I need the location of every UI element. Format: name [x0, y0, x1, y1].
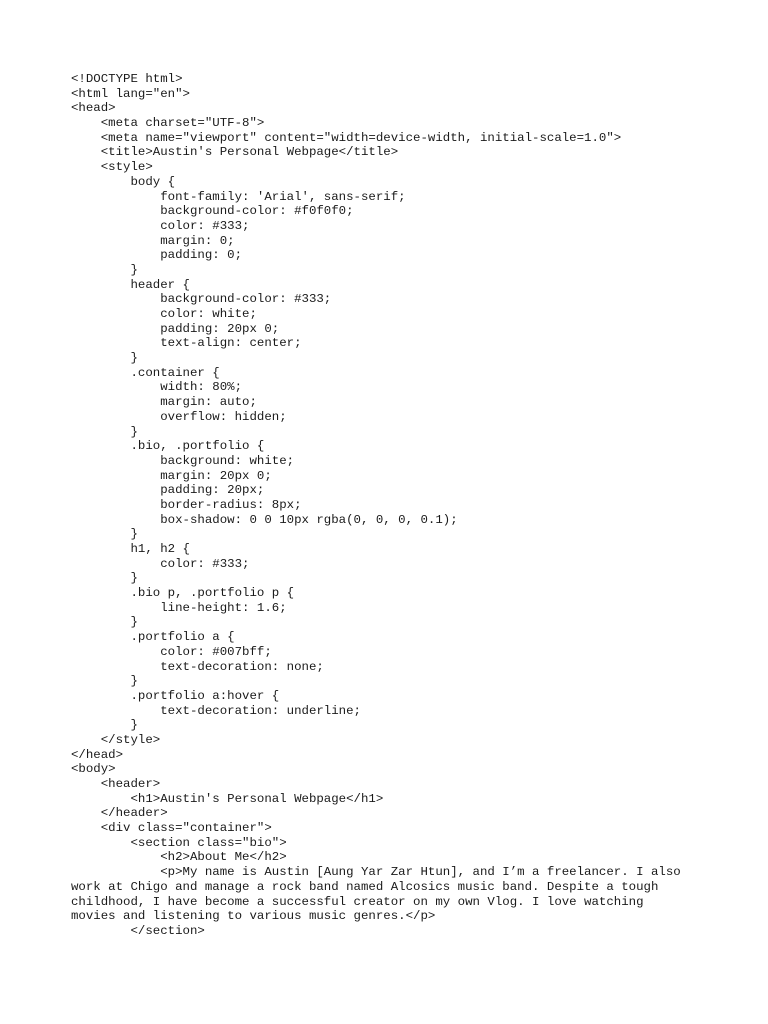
- code-line: .portfolio a:hover {: [71, 688, 280, 703]
- code-line: font-family: 'Arial', sans-serif;: [71, 189, 406, 204]
- code-line: text-decoration: none;: [71, 659, 324, 674]
- code-line: </header>: [71, 806, 168, 821]
- code-line: </style>: [71, 732, 161, 747]
- code-line: border-radius: 8px;: [71, 497, 302, 512]
- code-line: <style>: [71, 160, 153, 175]
- code-line: }: [71, 424, 138, 439]
- code-line: padding: 20px;: [71, 483, 265, 498]
- code-line: h1, h2 {: [71, 542, 190, 556]
- code-line: movies and listening to various music genres.</p>: [71, 909, 436, 924]
- code-line: width: 80%;: [71, 380, 243, 395]
- code-line: </section>: [71, 923, 205, 938]
- code-line: line-height: 1.6;: [71, 600, 287, 615]
- code-line: .portfolio a {: [71, 630, 235, 645]
- code-line: }: [71, 615, 138, 630]
- code-line: <p>My name is Austin [Aung Yar Zar Htun], and I’m a freelancer. I also: [71, 865, 681, 880]
- code-line: color: #333;: [71, 218, 250, 233]
- code-line: <!DOCTYPE html>: [71, 72, 183, 86]
- code-line: }: [71, 351, 138, 366]
- code-line: </head>: [71, 747, 124, 762]
- code-line: body {: [71, 174, 176, 189]
- code-line: work at Chigo and manage a rock band named Alcosics music band. Despite a tough: [71, 879, 659, 894]
- code-line: <title>Austin's Personal Webpage</title>: [71, 145, 399, 160]
- code-line: <header>: [71, 777, 161, 791]
- code-line: text-align: center;: [71, 336, 302, 351]
- code-line: color: #333;: [71, 556, 250, 571]
- code-line: <head>: [71, 101, 116, 116]
- code-line: <html lang="en">: [71, 86, 190, 101]
- code-line: <h2>About Me</h2>: [71, 850, 287, 865]
- code-line: margin: 20px 0;: [71, 468, 272, 483]
- code-line: header {: [71, 277, 190, 292]
- code-line: overflow: hidden;: [71, 409, 287, 424]
- html-source-code: [71, 72, 711, 939]
- code-line: }: [71, 571, 138, 586]
- code-line: text-decoration: underline;: [71, 703, 361, 718]
- code-line: box-shadow: 0 0 10px rgba(0, 0, 0, 0.1);: [71, 512, 458, 527]
- code-line: <section class="bio">: [71, 835, 287, 850]
- code-line: }: [71, 718, 138, 733]
- code-line: color: white;: [71, 307, 257, 321]
- code-line: .container {: [71, 365, 220, 380]
- code-line: .bio p, .portfolio p {: [71, 586, 295, 601]
- code-line: <body>: [71, 762, 116, 777]
- code-line: margin: auto;: [71, 395, 257, 410]
- code-line: }: [71, 527, 138, 542]
- code-line: }: [71, 262, 138, 277]
- code-line: .bio, .portfolio {: [71, 439, 265, 454]
- code-line: background-color: #f0f0f0;: [71, 204, 354, 219]
- code-line: margin: 0;: [71, 233, 235, 248]
- code-line: padding: 0;: [71, 248, 243, 263]
- code-line: childhood, I have become a successful creator on my own Vlog. I love watching: [71, 894, 644, 909]
- code-line: <h1>Austin's Personal Webpage</h1>: [71, 791, 384, 806]
- code-line: background: white;: [71, 453, 295, 468]
- code-line: <meta charset="UTF-8">: [71, 116, 265, 131]
- code-line: color: #007bff;: [71, 644, 272, 659]
- code-line: <meta name="viewport" content="width=device-width, initial-scale=1.0">: [71, 130, 622, 145]
- code-line: }: [71, 674, 138, 689]
- code-line: <div class="container">: [71, 821, 272, 836]
- code-line: padding: 20px 0;: [71, 321, 280, 336]
- code-line: background-color: #333;: [71, 292, 332, 307]
